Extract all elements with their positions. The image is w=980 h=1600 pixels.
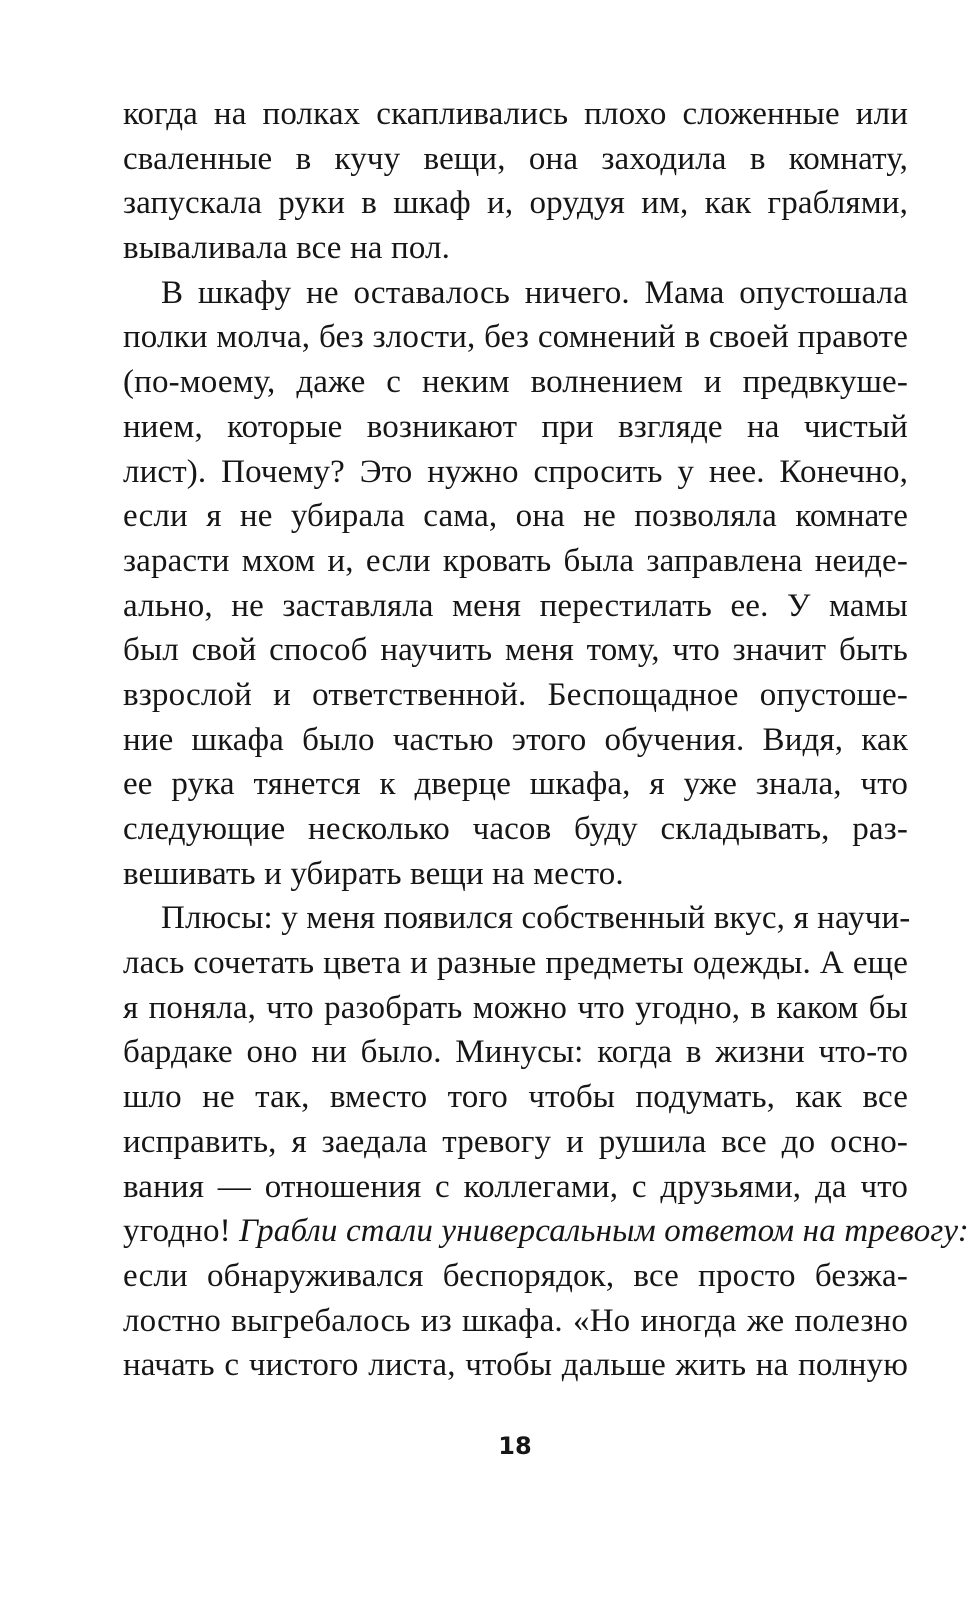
text-line: нием, которые возникают при взгляде на чистый	[123, 408, 908, 445]
text-line: вешивать и убирать вещи на место.	[123, 855, 624, 892]
text-line: лист). Почему? Это нужно спросить у нее. Конечно,	[123, 453, 908, 490]
text-line: следующие несколько часов буду складывать, раз-	[123, 811, 908, 847]
text-line: зарасти мхом и, если кровать была заправлена неиде-	[123, 542, 908, 579]
text-line-mixed	[123, 1209, 969, 1254]
text-line: взрослой и ответственной. Беспощадное опустоше-	[123, 676, 908, 713]
text-line: начать с чистого листа, чтобы дальше жить на полную	[123, 1347, 908, 1384]
text-line: Плюсы: у меня появился собственный вкус, я научи-	[161, 900, 911, 937]
text-line: В шкафу не оставалось ничего. Мама опустошала	[161, 274, 908, 311]
text-line: запускала руки в шкаф и, орудуя им, как граблями,	[123, 185, 908, 222]
text-line: я поняла, что разобрать можно что угодно, в каком бы	[123, 989, 908, 1026]
text-line: исправить, я заедала тревогу и рушила все до осно-	[123, 1123, 908, 1160]
text-line: ально, не заставляла меня перестилать ее. У мамы	[123, 587, 908, 624]
text-line: ее рука тянется к дверце шкафа, я уже знала, что	[123, 766, 908, 803]
italic-emphasis: Грабли стали универсальным ответом на тревогу:	[239, 1213, 969, 1250]
text-line: сваленные в кучу вещи, она заходила в комнату,	[123, 140, 908, 177]
text-line: если обнаруживался беспорядок, все просто безжа-	[123, 1257, 908, 1294]
page-number: 18	[498, 1432, 532, 1460]
text-line: бардаке оно ни было. Минусы: когда в жизни что-то	[123, 1034, 908, 1071]
text-line: (по-моему, даже с неким волнением и предвкуше-	[123, 364, 908, 401]
body-text	[123, 92, 969, 1388]
text-line: вываливала все на пол.	[123, 230, 451, 267]
text-line: был свой способ научить меня тому, что значит быть	[123, 632, 908, 669]
text-line: если я не убирала сама, она не позволяла комнате	[123, 498, 908, 535]
text-line: лостно выгребалось из шкафа. «Но иногда же полезно	[123, 1302, 908, 1339]
text-fragment: угодно!	[123, 1213, 240, 1250]
text-line: ние шкафа было частью этого обучения. Видя, как	[123, 721, 908, 758]
text-line: шло не так, вместо того чтобы подумать, как все	[123, 1079, 908, 1116]
text-line: когда на полках скапливались плохо сложенные или	[123, 96, 908, 132]
text-line: лась сочетать цвета и разные предметы одежды. А еще	[123, 945, 908, 982]
text-line: вания — отношения с коллегами, с друзьями, да что	[123, 1168, 908, 1205]
text-line: полки молча, без злости, без сомнений в своей правоте	[123, 319, 908, 356]
